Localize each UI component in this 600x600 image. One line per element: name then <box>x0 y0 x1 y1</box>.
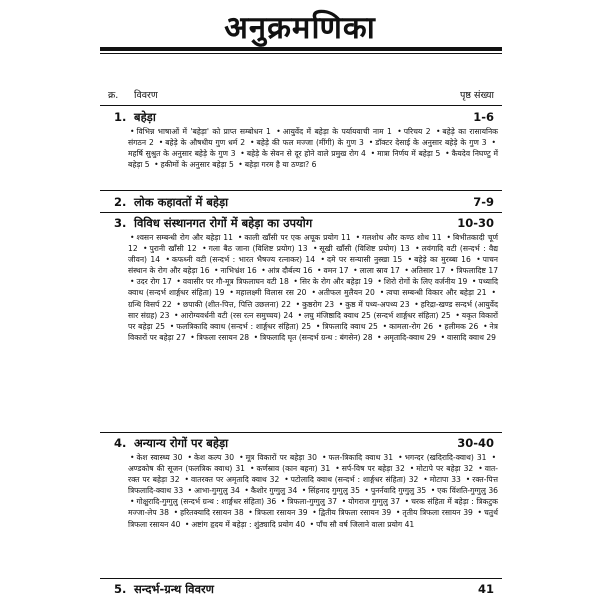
toc-entry[interactable]: त्वचा सम्बन्धी विकार और बहेड़ा 21 <box>386 288 487 298</box>
bullet-icon: • <box>295 299 301 309</box>
bullet-icon: • <box>478 464 483 474</box>
toc-entry[interactable]: वातरक्त पर अमृतादि क्वाथ 32 <box>190 475 280 485</box>
bullet-icon: • <box>338 299 344 309</box>
toc-entry[interactable]: त्रिफला-गुग्गुलु 37 <box>287 497 338 507</box>
toc-entry[interactable]: कैयदेव निघण्टु में बहेड़ा 5 <box>128 149 499 170</box>
section-items <box>100 452 502 530</box>
toc-entry[interactable]: त्रिफला रसायन 39 <box>254 508 308 518</box>
toc-entry[interactable]: अतिसार 17 <box>410 266 446 276</box>
bullet-icon: • <box>449 266 455 276</box>
bullet-icon: • <box>483 321 488 331</box>
toc-entry[interactable]: आयुर्वेद में बहेड़ा के पर्यायवाची नाम 1 <box>282 127 392 136</box>
section-title: बहेड़ा <box>134 110 156 124</box>
toc-entry[interactable]: फल-त्रिकादि क्वाथ 31 <box>328 453 394 462</box>
bullet-icon: • <box>322 453 327 462</box>
toc-entry[interactable]: लवंगादि वटी (सन्दर्भ : वैद्य जीवन) 14 <box>128 244 498 265</box>
toc-entry[interactable]: पटोलादि क्वाथ (सन्दर्भ : शार्ङ्गधर संहिता) 32 <box>290 475 419 485</box>
section-rule <box>100 190 502 191</box>
bullet-icon: • <box>423 475 428 485</box>
toc-entry[interactable]: अण्डकोष की सूजन (फलत्रिक क्वाथ) 31 <box>128 464 246 474</box>
bullet-icon: • <box>397 127 402 136</box>
section-pages: 7-9 <box>473 195 494 209</box>
bullet-icon: • <box>379 288 385 298</box>
bullet-icon: • <box>190 332 195 342</box>
column-page: पृष्ठ संख्या <box>460 90 494 101</box>
bullet-icon: • <box>202 244 207 254</box>
toc-entry[interactable]: गला बैठ जाना (विशिष्ट प्रयोग) 13 <box>208 244 308 254</box>
toc-entry[interactable]: मात्रा निर्णय में बहेड़ा 5 <box>377 149 441 159</box>
bullet-icon: • <box>187 453 192 462</box>
column-description: विवरण <box>134 90 158 101</box>
toc-entry[interactable]: फलत्रिकादि क्वाथ (सन्दर्भ : शार्ङ्गधर संहिता) 25 <box>176 321 312 331</box>
bullet-icon: • <box>158 138 164 148</box>
toc-entry[interactable]: बहेड़ा गरम है या ठण्डा? 6 <box>244 160 317 170</box>
toc-entry[interactable]: वासादि क्वाथ 29 <box>447 332 497 342</box>
bullet-icon: • <box>415 244 420 254</box>
section-rule <box>100 578 502 579</box>
toc-entry[interactable]: आरोग्यवर्धनी वटी (रस रत्न समुच्चय) 24 <box>180 310 294 320</box>
toc-entry[interactable]: सर्प-विष पर बहेड़ा 32 <box>341 464 405 474</box>
bullet-icon: • <box>320 255 325 265</box>
section-items <box>100 232 502 343</box>
bullet-icon: • <box>261 266 266 276</box>
toc-entry[interactable]: नेत्र विकारों पर बहेड़ा 27 <box>128 321 498 342</box>
toc-entry[interactable]: गोक्षुरादि-गुग्गुलु (सन्दर्भ ग्रन्थ : शार्ङ्गधर संहिता) 36 <box>136 497 277 507</box>
toc-entry[interactable]: नाभिभ्रंश 16 <box>220 266 257 276</box>
toc-entry[interactable]: त्रिफलादिष्ट 17 <box>456 266 499 276</box>
bullet-icon: • <box>253 332 259 342</box>
bullet-icon: • <box>276 127 281 136</box>
bullet-icon: • <box>176 277 181 287</box>
toc-entry[interactable]: तृतीय त्रिफला रसायन 39 <box>402 508 473 518</box>
section-pages: 1-6 <box>473 110 494 124</box>
bullet-icon: • <box>130 277 135 287</box>
toc-entry[interactable]: अतीफल मुलैयन 20 <box>317 288 375 298</box>
bullet-icon: • <box>184 475 189 485</box>
toc-entry[interactable]: सिंहनाद गुग्गुलु 35 <box>308 486 360 496</box>
toc-entry[interactable]: मूत्र विकारों पर बहेड़ा 30 <box>245 453 317 462</box>
bullet-icon: • <box>130 497 135 507</box>
toc-entry[interactable]: त्रिफलादि क्वाथ 25 <box>322 321 378 331</box>
toc-entry[interactable]: वात-रक्त पर बहेड़ा 32 <box>128 464 498 485</box>
bullet-icon: • <box>244 486 249 496</box>
toc-entry[interactable]: पाचन संस्थान के रोग और बहेड़ा 16 <box>128 255 498 276</box>
toc-entry[interactable]: परिचय 2 <box>403 127 431 136</box>
toc-entry[interactable]: त्रिफलादि घृत (सन्दर्भ ग्रन्थ : बंगसेन) 28 <box>260 332 373 342</box>
section-heading[interactable] <box>100 195 502 211</box>
bullet-icon: • <box>297 310 303 320</box>
toc-entry[interactable]: भगन्दर (खदिरादि-क्वाथ) 31 <box>404 453 487 462</box>
toc-entry[interactable]: योगराज गुग्गुलु 37 <box>348 497 401 507</box>
section-title: सन्दर्भ-ग्रन्थ विवरण <box>134 582 214 596</box>
section-number: 1. <box>114 110 127 124</box>
bullet-icon: • <box>143 244 148 254</box>
page-title: अनुक्रमणिका <box>224 10 376 46</box>
toc-entry[interactable]: कैशोर गुग्गुलु 34 <box>250 486 298 496</box>
toc-entry[interactable]: पाँच सौ वर्ष जिलाने वाला प्रयोग 41 <box>316 519 415 529</box>
section-title: अन्यान्य रोगों पर बहेड़ा <box>134 436 229 450</box>
bullet-icon: • <box>476 255 481 265</box>
toc-entry[interactable]: एक विंशति-गुग्गुलु 36 <box>437 486 498 496</box>
bullet-icon: • <box>130 453 135 462</box>
bullet-icon: • <box>165 255 170 265</box>
toc-entry[interactable]: बहेड़े का मुरब्बा 16 <box>414 255 471 265</box>
bullet-icon: • <box>293 277 298 287</box>
bullet-icon: • <box>239 453 244 462</box>
bullet-icon: • <box>130 127 135 136</box>
toc-entry[interactable]: छपाकी (शीत-पित्त, पित्ति उछलना) 22 <box>182 299 291 309</box>
bullet-icon: • <box>214 266 219 276</box>
section-number: 2. <box>114 195 127 209</box>
bullet-icon: • <box>154 160 159 170</box>
section-rule <box>100 212 502 213</box>
bullet-icon: • <box>404 266 409 276</box>
section-heading[interactable] <box>100 216 502 232</box>
toc-entry[interactable]: बहेड़े के औषधीय गुण धर्म 2 <box>165 138 246 148</box>
bullet-icon: • <box>169 321 175 331</box>
toc-section-2 <box>100 195 502 211</box>
section-pages: 30-40 <box>457 436 494 450</box>
bullet-icon: • <box>355 233 361 242</box>
toc-section-1 <box>100 110 502 170</box>
toc-entry[interactable]: मोटापे पर बहेड़ा 32 <box>416 464 474 474</box>
toc-entry[interactable]: त्रिफला रसायन 28 <box>196 332 250 342</box>
section-number: 5. <box>114 582 127 596</box>
toc-entry[interactable]: अष्टांग हृदय में बहेड़ा : शुंठ्यादि प्रयोग 40 <box>191 519 306 529</box>
bullet-icon: • <box>404 497 410 507</box>
toc-entry[interactable]: दमे पर सन्यासी नुस्खा 15 <box>326 255 403 265</box>
toc-entry[interactable]: यकृत विकारों पर बहेड़ा 25 <box>128 310 498 331</box>
toc-entry[interactable]: द्वितीय त्रिफला रसायन 39 <box>318 508 392 518</box>
bullet-icon: • <box>471 277 477 287</box>
section-rule <box>100 432 502 433</box>
toc-entry[interactable]: महालक्ष्मी विलास रस 20 <box>235 288 307 298</box>
section-pages: 41 <box>477 582 494 596</box>
toc-entry[interactable]: महर्षि सुश्रुत के अनुसार बहेड़े के गुण 3 <box>128 149 236 159</box>
bullet-icon: • <box>174 310 179 320</box>
toc-entry[interactable]: केश कल्प 30 <box>193 453 235 462</box>
bullet-icon: • <box>414 299 419 309</box>
bullet-icon: • <box>301 486 307 496</box>
toc-entry[interactable]: हलीमक 26 <box>444 321 479 331</box>
toc-entry[interactable]: श्वसन सम्बन्धी रोग और बहेड़ा 11 <box>136 233 233 242</box>
toc-entry[interactable]: बहेड़े के सेवन से दूर होने वाले प्रमुख रोग 4 <box>246 149 366 159</box>
toc-entry[interactable]: पुरानी खाँसी 12 <box>149 244 197 254</box>
bullet-icon: • <box>250 138 255 148</box>
toc-entry[interactable]: गलशोथ और कण्ठ शोथ 11 <box>362 233 442 242</box>
toc-entry[interactable]: कफध्नी वटी (सन्दर्भ : भारत भैषज्य रत्नाकर) 14 <box>171 255 316 265</box>
bullet-icon: • <box>341 497 347 507</box>
toc-entry[interactable]: मोटापा 33 <box>429 475 461 485</box>
section-number: 3. <box>114 216 127 230</box>
bullet-icon: • <box>176 299 181 309</box>
bullet-icon: • <box>184 519 190 529</box>
toc-entry[interactable]: कामला-रोग 26 <box>389 321 434 331</box>
toc-entry[interactable]: बहेड़े की फल मज्जा (मींगी) के गुण 3 <box>256 138 364 148</box>
toc-entry[interactable]: हकीमों के अनुसार बहेड़ा 5 <box>160 160 234 170</box>
toc-entry[interactable]: उदर रोग 17 <box>136 277 172 287</box>
section-heading[interactable] <box>100 110 502 126</box>
section-number: 4. <box>114 436 127 450</box>
toc-entry[interactable]: बहेड़े का रासायनिक संगठन 2 <box>128 127 499 148</box>
bullet-icon: • <box>248 508 253 518</box>
bullet-icon: • <box>382 321 388 331</box>
toc-entry[interactable]: ववासीर पर गौ-मूत्र त्रिफलाघन वटी 18 <box>182 277 289 287</box>
toc-entry[interactable]: कर्णस्राव (कान बहना) 31 <box>256 464 331 474</box>
bullet-icon: • <box>229 288 234 298</box>
toc-entry[interactable]: लघु मंजिष्ठादि क्वाथ 25 (सन्दर्भ शार्ङ्गधर संहिता) 25 <box>304 310 451 320</box>
bullet-icon: • <box>409 464 415 474</box>
toc-entry[interactable]: हरितक्यादि रसायन 38 <box>180 508 244 518</box>
toc-entry[interactable]: अमृतादि-क्वाथ 29 <box>383 332 437 342</box>
toc-section-4 <box>100 436 502 530</box>
section-heading[interactable] <box>100 582 502 598</box>
toc-entry[interactable]: ग्रन्थि विसर्प 22 <box>128 299 172 309</box>
bullet-icon: • <box>455 310 460 320</box>
toc-entry[interactable]: लाला स्राव 17 <box>359 266 400 276</box>
bullet-icon: • <box>440 332 446 342</box>
toc-entry[interactable]: शिरो रोगों के लिए वर्जनीय 19 <box>383 277 468 287</box>
bullet-icon: • <box>249 464 255 474</box>
toc-entry[interactable]: कुष्ठरोग 23 <box>302 299 335 309</box>
toc-entry[interactable]: बिभीतकादी चूर्ण 12 <box>128 233 498 254</box>
toc-entry[interactable]: आंत्र दौर्बल्य 16 <box>267 266 313 276</box>
toc-entry[interactable]: सूखी खाँसी (विशिष्ट प्रयोग) 13 <box>319 244 410 254</box>
bullet-icon: • <box>445 149 450 159</box>
bullet-icon: • <box>370 149 376 159</box>
toc-entry[interactable]: विभिन्न भाषाओं में 'बहेड़ा' को प्राप्त सम्बोधन 1 <box>136 127 271 136</box>
column-serial: क्र. <box>108 90 119 101</box>
bullet-icon: • <box>240 149 245 159</box>
bullet-icon: • <box>377 332 382 342</box>
bullet-icon: • <box>491 453 497 462</box>
title-rule-thin <box>100 53 502 54</box>
bullet-icon: • <box>316 266 322 276</box>
bullet-icon: • <box>430 486 436 496</box>
section-heading[interactable] <box>100 436 502 452</box>
section-pages: 10-30 <box>457 216 494 230</box>
bullet-icon: • <box>335 464 340 474</box>
toc-entry[interactable]: डॉक्टर देसाई के अनुसार बहेड़े के गुण 3 <box>375 138 487 148</box>
title-rule <box>100 47 502 51</box>
bullet-icon: • <box>491 138 497 148</box>
toc-section-3 <box>100 216 502 343</box>
header-rule <box>100 105 502 106</box>
bullet-icon: • <box>311 288 316 298</box>
section-items <box>100 126 502 170</box>
toc-entry[interactable]: पथ्यादि क्वाथ (सन्दर्भ शार्ङ्गधर संहिता) 19 <box>128 277 499 298</box>
toc-entry[interactable]: पुनर्नवादि गुग्गुलु 35 <box>370 486 427 496</box>
bullet-icon: • <box>237 233 243 242</box>
bullet-icon: • <box>437 321 443 331</box>
bullet-icon: • <box>407 255 413 265</box>
bullet-icon: • <box>364 486 369 496</box>
bullet-icon: • <box>353 266 358 276</box>
bullet-icon: • <box>368 138 374 148</box>
bullet-icon: • <box>238 160 243 170</box>
bullet-icon: • <box>398 453 403 462</box>
column-header <box>108 88 494 102</box>
bullet-icon: • <box>491 288 496 298</box>
toc-entry[interactable]: चतुर्थ त्रिफला रसायन 40 <box>128 508 498 529</box>
toc-entry[interactable]: चरक संहिता में बहेड़ा : त्रिकटुक मज्जा-लेप 38 <box>128 497 498 518</box>
toc-entry[interactable]: हरिद्रा-खण्ड सन्दर्भ (आयुर्वेद सार संग्रह) 23 <box>128 299 499 320</box>
toc-entry[interactable]: कुष्ठ में पथ्य-अपथ्य 23 <box>345 299 410 309</box>
toc-entry[interactable]: केश स्वास्थ्य 30 <box>136 453 183 462</box>
toc-entry[interactable]: रक्त-पित्त त्रिफलादि-क्वाथ 33 <box>128 475 498 496</box>
section-title: लोक कहावतों में बहेड़ा <box>134 195 229 209</box>
bullet-icon: • <box>173 508 179 518</box>
toc-entry[interactable]: सिर के रोग और बहेड़ा 19 <box>299 277 373 287</box>
toc-entry[interactable]: आभा-गुग्गुलु 34 <box>194 486 240 496</box>
bullet-icon: • <box>284 475 289 485</box>
bullet-icon: • <box>315 321 321 331</box>
section-title: विविध संस्थानगत रोगों में बहेड़ा का उपयोग <box>134 216 313 230</box>
toc-section-5 <box>100 582 502 598</box>
toc-entry[interactable]: काली खाँसी पर एक अचूक प्रयोग 11 <box>244 233 351 242</box>
bullet-icon: • <box>435 127 441 136</box>
bullet-icon: • <box>309 519 315 529</box>
toc-entry[interactable]: वमन 17 <box>323 266 349 276</box>
bullet-icon: • <box>446 233 451 242</box>
bullet-icon: • <box>377 277 382 287</box>
bullet-icon: • <box>465 475 471 485</box>
bullet-icon: • <box>130 233 135 242</box>
bullet-icon: • <box>312 244 318 254</box>
bullet-icon: • <box>280 497 286 507</box>
bullet-icon: • <box>477 508 482 518</box>
bullet-icon: • <box>312 508 317 518</box>
bullet-icon: • <box>187 486 193 496</box>
bullet-icon: • <box>395 508 401 518</box>
